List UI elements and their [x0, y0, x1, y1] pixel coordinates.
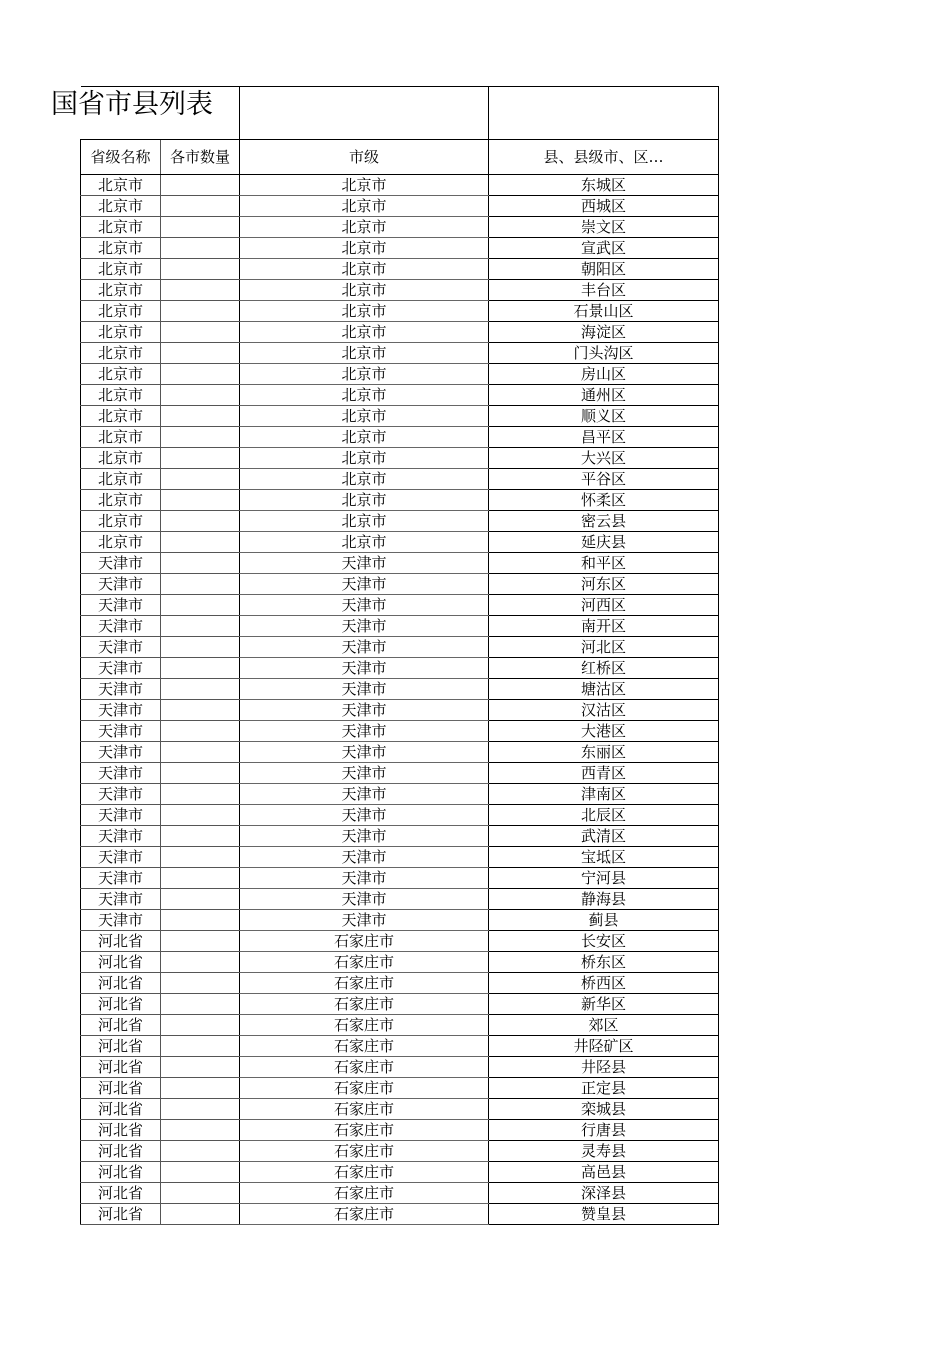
cell-city-count[interactable]	[161, 1162, 240, 1183]
cell-province[interactable]: 北京市	[81, 469, 161, 490]
cell-city-count[interactable]	[161, 553, 240, 574]
cell-county[interactable]: 东丽区	[489, 742, 719, 763]
cell-province[interactable]: 河北省	[81, 1183, 161, 1204]
cell-city-count[interactable]	[161, 931, 240, 952]
cell-county[interactable]: 高邑县	[489, 1162, 719, 1183]
cell-province[interactable]: 北京市	[81, 238, 161, 259]
cell-province[interactable]: 北京市	[81, 448, 161, 469]
cell-county[interactable]: 怀柔区	[489, 490, 719, 511]
cell-city-count[interactable]	[161, 616, 240, 637]
cell-province[interactable]: 河北省	[81, 1099, 161, 1120]
cell-county[interactable]: 北辰区	[489, 805, 719, 826]
cell-city[interactable]: 石家庄市	[240, 1120, 489, 1141]
cell-province[interactable]: 北京市	[81, 217, 161, 238]
title-row	[81, 87, 719, 140]
cell-city[interactable]: 北京市	[240, 364, 489, 385]
cell-county[interactable]: 宣武区	[489, 238, 719, 259]
cell-province[interactable]: 河北省	[81, 973, 161, 994]
cell-city[interactable]: 北京市	[240, 469, 489, 490]
region-table	[80, 86, 719, 1225]
table-row	[81, 931, 719, 952]
table-row	[81, 490, 719, 511]
cell-city[interactable]: 天津市	[240, 889, 489, 910]
cell-county[interactable]: 和平区	[489, 553, 719, 574]
cell-city-count[interactable]	[161, 637, 240, 658]
cell-city[interactable]: 天津市	[240, 847, 489, 868]
cell-province[interactable]: 天津市	[81, 847, 161, 868]
cell-province[interactable]: 天津市	[81, 889, 161, 910]
cell-city[interactable]: 石家庄市	[240, 1015, 489, 1036]
cell-county[interactable]: 正定县	[489, 1078, 719, 1099]
cell-province[interactable]: 天津市	[81, 805, 161, 826]
table-row	[81, 343, 719, 364]
table-row	[81, 637, 719, 658]
cell-county[interactable]: 昌平区	[489, 427, 719, 448]
cell-county[interactable]: 东城区	[489, 175, 719, 196]
cell-city[interactable]: 天津市	[240, 553, 489, 574]
cell-city[interactable]: 石家庄市	[240, 1162, 489, 1183]
cell-city[interactable]: 北京市	[240, 259, 489, 280]
cell-county[interactable]: 新华区	[489, 994, 719, 1015]
header-county[interactable]: 县、县级市、区…	[489, 140, 719, 175]
cell-county[interactable]: 宝坻区	[489, 847, 719, 868]
cell-city-count[interactable]	[161, 1036, 240, 1057]
header-row	[81, 140, 719, 175]
cell-city-count[interactable]	[161, 595, 240, 616]
cell-city[interactable]: 石家庄市	[240, 1078, 489, 1099]
cell-city[interactable]: 天津市	[240, 679, 489, 700]
cell-county[interactable]: 通州区	[489, 385, 719, 406]
cell-city-count[interactable]	[161, 196, 240, 217]
cell-county[interactable]: 赞皇县	[489, 1204, 719, 1225]
cell-city-count[interactable]	[161, 868, 240, 889]
table-row	[81, 721, 719, 742]
table-row	[81, 910, 719, 931]
cell-city[interactable]: 天津市	[240, 826, 489, 847]
cell-province[interactable]: 河北省	[81, 1162, 161, 1183]
cell-county[interactable]: 南开区	[489, 616, 719, 637]
cell-county[interactable]: 延庆县	[489, 532, 719, 553]
cell-city[interactable]: 石家庄市	[240, 1057, 489, 1078]
cell-province[interactable]: 天津市	[81, 574, 161, 595]
cell-city[interactable]: 北京市	[240, 385, 489, 406]
table-row	[81, 952, 719, 973]
header-province[interactable]: 省级名称	[81, 140, 161, 175]
table-row	[81, 469, 719, 490]
table-row	[81, 511, 719, 532]
table-row	[81, 868, 719, 889]
cell-city-count[interactable]	[161, 427, 240, 448]
cell-city[interactable]: 北京市	[240, 238, 489, 259]
cell-county[interactable]: 桥东区	[489, 952, 719, 973]
table-row	[81, 1120, 719, 1141]
cell-county[interactable]: 西城区	[489, 196, 719, 217]
cell-city-count[interactable]	[161, 364, 240, 385]
cell-county[interactable]: 郊区	[489, 1015, 719, 1036]
cell-county[interactable]: 井陉矿区	[489, 1036, 719, 1057]
cell-province[interactable]: 天津市	[81, 784, 161, 805]
cell-county[interactable]: 长安区	[489, 931, 719, 952]
table-row	[81, 1183, 719, 1204]
cell-province[interactable]: 北京市	[81, 343, 161, 364]
cell-province[interactable]: 河北省	[81, 1036, 161, 1057]
cell-province[interactable]: 天津市	[81, 658, 161, 679]
cell-city[interactable]: 北京市	[240, 217, 489, 238]
cell-county[interactable]: 大港区	[489, 721, 719, 742]
table-row	[81, 763, 719, 784]
cell-county[interactable]: 海淀区	[489, 322, 719, 343]
cell-county[interactable]: 朝阳区	[489, 259, 719, 280]
cell-city-count[interactable]	[161, 1183, 240, 1204]
table-row	[81, 1099, 719, 1120]
cell-province[interactable]: 北京市	[81, 385, 161, 406]
cell-province[interactable]: 河北省	[81, 1015, 161, 1036]
table-row	[81, 1204, 719, 1225]
table-row	[81, 364, 719, 385]
cell-city-count[interactable]	[161, 1141, 240, 1162]
table-row	[81, 700, 719, 721]
header-city-count[interactable]: 各市数量	[161, 140, 240, 175]
cell-province[interactable]: 河北省	[81, 931, 161, 952]
cell-province[interactable]: 河北省	[81, 1078, 161, 1099]
cell-city[interactable]: 北京市	[240, 532, 489, 553]
cell-city[interactable]: 石家庄市	[240, 1204, 489, 1225]
cell-province[interactable]: 天津市	[81, 700, 161, 721]
cell-city-count[interactable]	[161, 301, 240, 322]
cell-province[interactable]: 北京市	[81, 511, 161, 532]
table-row	[81, 301, 719, 322]
table-row	[81, 385, 719, 406]
table-row	[81, 1162, 719, 1183]
cell-city-count[interactable]	[161, 847, 240, 868]
cell-county[interactable]: 河北区	[489, 637, 719, 658]
cell-city[interactable]: 北京市	[240, 175, 489, 196]
cell-county[interactable]: 灵寿县	[489, 1141, 719, 1162]
cell-province[interactable]: 天津市	[81, 553, 161, 574]
table-row	[81, 574, 719, 595]
table-row	[81, 889, 719, 910]
cell-province[interactable]: 北京市	[81, 427, 161, 448]
cell-city-count[interactable]	[161, 322, 240, 343]
cell-city[interactable]: 天津市	[240, 784, 489, 805]
cell-city[interactable]: 石家庄市	[240, 1099, 489, 1120]
cell-city[interactable]: 北京市	[240, 301, 489, 322]
table-row	[81, 532, 719, 553]
cell-city-count[interactable]	[161, 343, 240, 364]
cell-county[interactable]: 深泽县	[489, 1183, 719, 1204]
cell-county[interactable]: 平谷区	[489, 469, 719, 490]
cell-county[interactable]: 宁河县	[489, 868, 719, 889]
cell-city-count[interactable]	[161, 532, 240, 553]
cell-province[interactable]: 北京市	[81, 196, 161, 217]
cell-city[interactable]: 天津市	[240, 805, 489, 826]
cell-city-count[interactable]	[161, 490, 240, 511]
title-blank-cell-2[interactable]	[489, 87, 719, 140]
cell-province[interactable]: 河北省	[81, 1204, 161, 1225]
cell-county[interactable]: 津南区	[489, 784, 719, 805]
table-row	[81, 406, 719, 427]
cell-city-count[interactable]	[161, 973, 240, 994]
cell-city-count[interactable]	[161, 259, 240, 280]
cell-city-count[interactable]	[161, 889, 240, 910]
cell-city-count[interactable]	[161, 511, 240, 532]
cell-county[interactable]: 汉沽区	[489, 700, 719, 721]
header-city[interactable]: 市级	[240, 140, 489, 175]
table-row	[81, 322, 719, 343]
cell-province[interactable]: 北京市	[81, 532, 161, 553]
title-blank-cell-1[interactable]	[240, 87, 489, 140]
title-cell[interactable]	[81, 87, 240, 140]
table-row	[81, 679, 719, 700]
cell-city-count[interactable]	[161, 658, 240, 679]
cell-city-count[interactable]	[161, 721, 240, 742]
cell-province[interactable]: 天津市	[81, 826, 161, 847]
cell-city[interactable]: 天津市	[240, 742, 489, 763]
cell-city[interactable]: 天津市	[240, 700, 489, 721]
cell-province[interactable]: 河北省	[81, 1141, 161, 1162]
cell-city[interactable]: 石家庄市	[240, 1036, 489, 1057]
table-row	[81, 1078, 719, 1099]
table-row	[81, 616, 719, 637]
cell-province[interactable]: 天津市	[81, 868, 161, 889]
cell-province[interactable]: 北京市	[81, 259, 161, 280]
cell-province[interactable]: 天津市	[81, 742, 161, 763]
cell-county[interactable]: 武清区	[489, 826, 719, 847]
cell-city[interactable]: 天津市	[240, 595, 489, 616]
cell-city[interactable]: 石家庄市	[240, 994, 489, 1015]
table-row	[81, 595, 719, 616]
table-row	[81, 973, 719, 994]
table-row	[81, 427, 719, 448]
cell-city[interactable]: 北京市	[240, 322, 489, 343]
cell-city[interactable]: 北京市	[240, 406, 489, 427]
cell-county[interactable]: 门头沟区	[489, 343, 719, 364]
cell-city-count[interactable]	[161, 952, 240, 973]
table-row	[81, 658, 719, 679]
table-row	[81, 1057, 719, 1078]
cell-city-count[interactable]	[161, 175, 240, 196]
table-row	[81, 217, 719, 238]
table-row	[81, 1036, 719, 1057]
cell-city-count[interactable]	[161, 385, 240, 406]
cell-county[interactable]: 静海县	[489, 889, 719, 910]
table-row	[81, 175, 719, 196]
cell-city-count[interactable]	[161, 1078, 240, 1099]
cell-city-count[interactable]	[161, 805, 240, 826]
cell-city[interactable]: 天津市	[240, 637, 489, 658]
table-row	[81, 280, 719, 301]
cell-city[interactable]: 天津市	[240, 616, 489, 637]
table-row	[81, 1141, 719, 1162]
cell-city[interactable]: 天津市	[240, 763, 489, 784]
cell-city[interactable]: 石家庄市	[240, 973, 489, 994]
cell-city-count[interactable]	[161, 784, 240, 805]
cell-city[interactable]: 石家庄市	[240, 952, 489, 973]
cell-city-count[interactable]	[161, 1099, 240, 1120]
cell-city-count[interactable]	[161, 406, 240, 427]
table-row	[81, 196, 719, 217]
cell-province[interactable]: 天津市	[81, 616, 161, 637]
cell-city[interactable]: 天津市	[240, 868, 489, 889]
table-row	[81, 742, 719, 763]
cell-county[interactable]: 石景山区	[489, 301, 719, 322]
table-row	[81, 805, 719, 826]
cell-city-count[interactable]	[161, 679, 240, 700]
cell-city-count[interactable]	[161, 448, 240, 469]
cell-province[interactable]: 天津市	[81, 910, 161, 931]
cell-city-count[interactable]	[161, 910, 240, 931]
cell-county[interactable]: 崇文区	[489, 217, 719, 238]
cell-city-count[interactable]	[161, 1120, 240, 1141]
cell-county[interactable]: 栾城县	[489, 1099, 719, 1120]
cell-county[interactable]: 丰台区	[489, 280, 719, 301]
cell-city-count[interactable]	[161, 1204, 240, 1225]
cell-city[interactable]: 石家庄市	[240, 931, 489, 952]
cell-province[interactable]: 北京市	[81, 364, 161, 385]
cell-county[interactable]: 西青区	[489, 763, 719, 784]
cell-county[interactable]: 密云县	[489, 511, 719, 532]
cell-province[interactable]: 河北省	[81, 994, 161, 1015]
cell-province[interactable]: 天津市	[81, 637, 161, 658]
cell-city-count[interactable]	[161, 280, 240, 301]
cell-county[interactable]: 井陉县	[489, 1057, 719, 1078]
cell-city-count[interactable]	[161, 469, 240, 490]
cell-county[interactable]: 顺义区	[489, 406, 719, 427]
cell-city-count[interactable]	[161, 763, 240, 784]
cell-county[interactable]: 桥西区	[489, 973, 719, 994]
table-row	[81, 553, 719, 574]
cell-county[interactable]: 蓟县	[489, 910, 719, 931]
cell-county[interactable]: 房山区	[489, 364, 719, 385]
cell-province[interactable]: 天津市	[81, 679, 161, 700]
cell-province[interactable]: 天津市	[81, 721, 161, 742]
cell-city[interactable]: 天津市	[240, 658, 489, 679]
cell-city-count[interactable]	[161, 238, 240, 259]
cell-city-count[interactable]	[161, 1057, 240, 1078]
cell-city[interactable]: 北京市	[240, 511, 489, 532]
cell-city[interactable]: 北京市	[240, 490, 489, 511]
cell-county[interactable]: 大兴区	[489, 448, 719, 469]
cell-province[interactable]: 天津市	[81, 595, 161, 616]
table-row	[81, 994, 719, 1015]
table-row	[81, 238, 719, 259]
cell-province[interactable]: 北京市	[81, 406, 161, 427]
cell-city[interactable]: 天津市	[240, 721, 489, 742]
cell-county[interactable]: 红桥区	[489, 658, 719, 679]
cell-city-count[interactable]	[161, 1015, 240, 1036]
cell-province[interactable]: 北京市	[81, 322, 161, 343]
cell-province[interactable]: 北京市	[81, 175, 161, 196]
cell-city-count[interactable]	[161, 742, 240, 763]
cell-city[interactable]: 北京市	[240, 280, 489, 301]
cell-province[interactable]: 北京市	[81, 280, 161, 301]
cell-city[interactable]: 北京市	[240, 196, 489, 217]
cell-city[interactable]: 北京市	[240, 427, 489, 448]
cell-city[interactable]: 北京市	[240, 448, 489, 469]
cell-city-count[interactable]	[161, 217, 240, 238]
sheet-title: 国省市县列表	[51, 89, 213, 120]
cell-city[interactable]: 北京市	[240, 343, 489, 364]
cell-county[interactable]: 塘沽区	[489, 679, 719, 700]
cell-city-count[interactable]	[161, 826, 240, 847]
table-row	[81, 784, 719, 805]
cell-province[interactable]: 河北省	[81, 1120, 161, 1141]
cell-city-count[interactable]	[161, 700, 240, 721]
cell-county[interactable]: 行唐县	[489, 1120, 719, 1141]
cell-province[interactable]: 北京市	[81, 490, 161, 511]
cell-city[interactable]: 石家庄市	[240, 1183, 489, 1204]
cell-province[interactable]: 河北省	[81, 1057, 161, 1078]
table-row	[81, 1015, 719, 1036]
cell-county[interactable]: 河西区	[489, 595, 719, 616]
cell-province[interactable]: 北京市	[81, 301, 161, 322]
table-row	[81, 847, 719, 868]
cell-province[interactable]: 天津市	[81, 763, 161, 784]
cell-city-count[interactable]	[161, 994, 240, 1015]
table-body	[81, 87, 719, 1225]
table-row	[81, 259, 719, 280]
cell-city[interactable]: 天津市	[240, 910, 489, 931]
cell-city[interactable]: 石家庄市	[240, 1141, 489, 1162]
cell-county[interactable]: 河东区	[489, 574, 719, 595]
table-row	[81, 826, 719, 847]
cell-city[interactable]: 天津市	[240, 574, 489, 595]
table-row	[81, 448, 719, 469]
cell-province[interactable]: 河北省	[81, 952, 161, 973]
cell-city-count[interactable]	[161, 574, 240, 595]
